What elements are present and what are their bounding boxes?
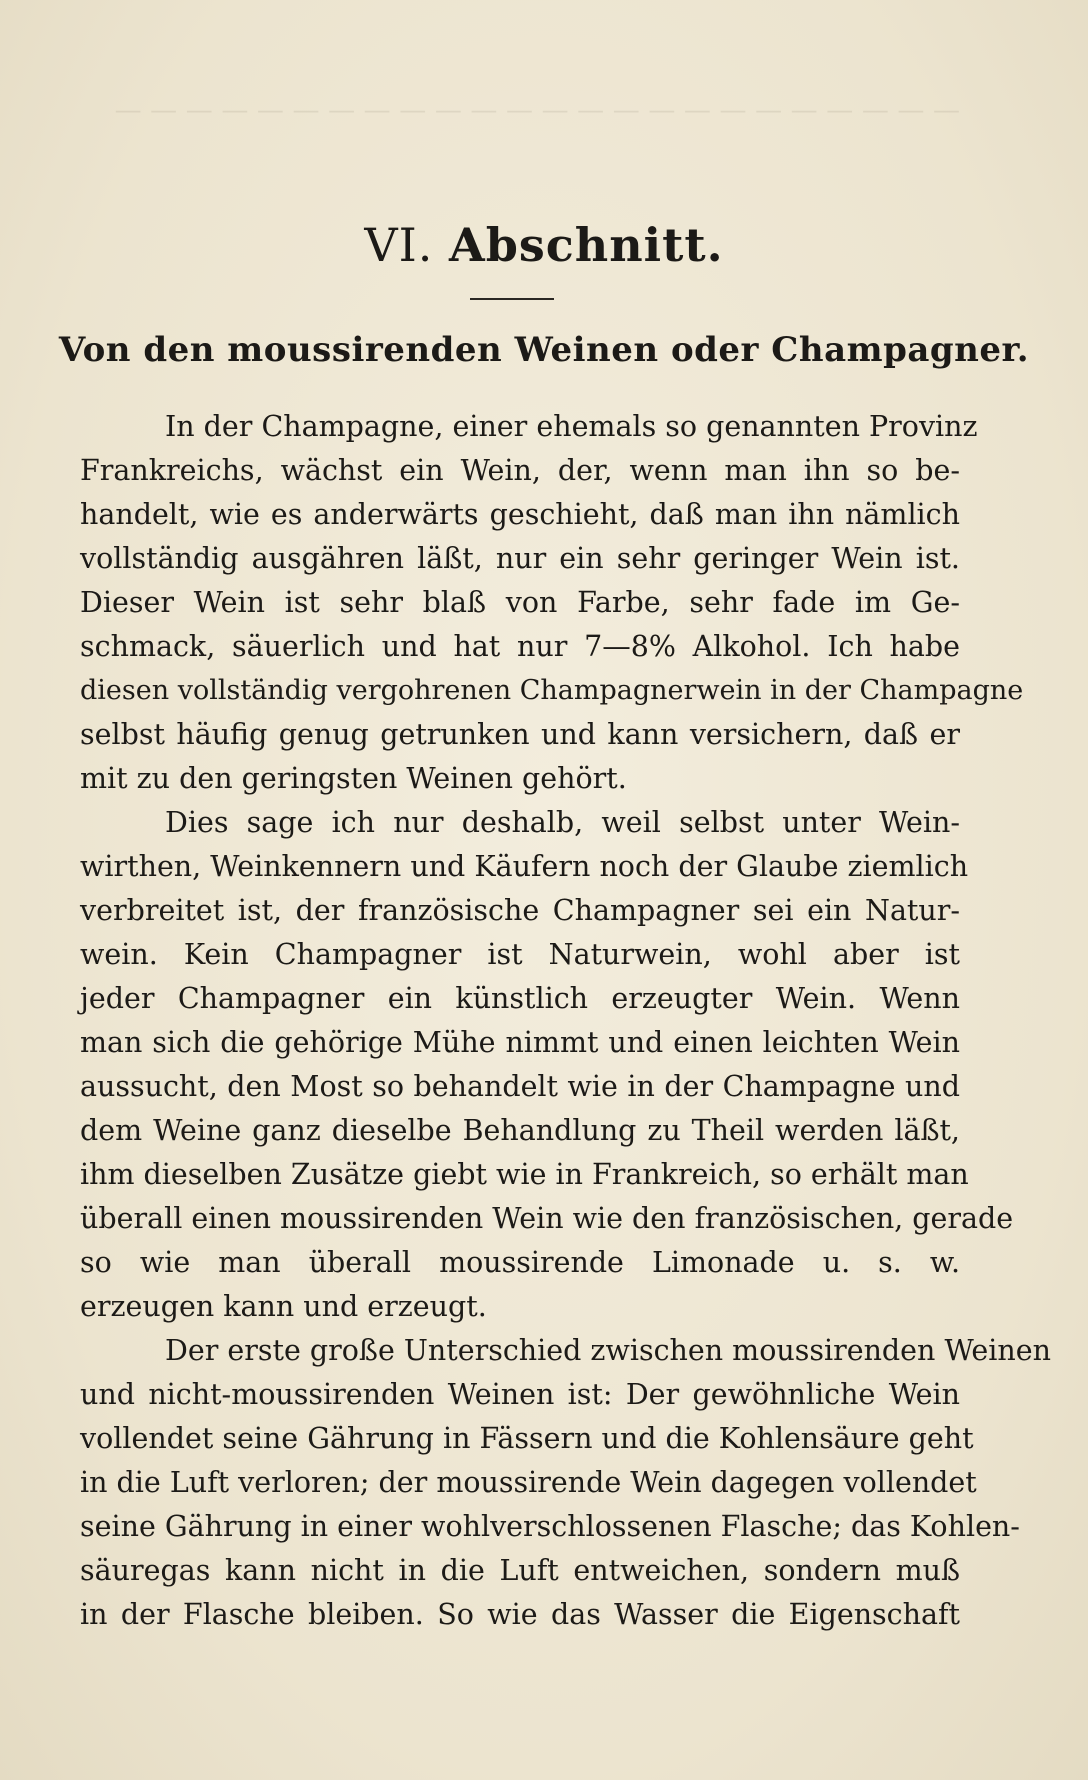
- chapter-numeral: VI.: [364, 218, 434, 272]
- text-line: Dies sage ich nur deshalb, weil selbst unter Wein-: [165, 806, 960, 839]
- text-line: wein. Kein Champagner ist Naturwein, wohl aber ist: [80, 938, 960, 971]
- text-line: aussucht, den Most so behandelt wie in der Champagne und: [80, 1070, 960, 1103]
- text-line: man sich die gehörige Mühe nimmt und einen leichten Wein: [80, 1026, 960, 1059]
- text-line: Frankreichs, wächst ein Wein, der, wenn man ihn so be-: [80, 454, 960, 487]
- text-line: säuregas kann nicht in die Luft entweichen, sondern muß: [80, 1554, 960, 1587]
- text-line: in der Flasche bleiben. So wie das Wasser die Eigenschaft: [80, 1598, 960, 1631]
- text-line: wirthen, Weinkennern und Käufern noch der Glaube ziemlich: [80, 850, 969, 883]
- show-through-decoration: — — — — — — — — — — — — — — — — — — — — — — — —: [114, 95, 960, 126]
- body-text: [80, 405, 1051, 1637]
- section-title: Von den moussirenden Weinen oder Champagner.: [58, 330, 1030, 370]
- text-line: erzeugen kann und erzeugt.: [80, 1290, 487, 1323]
- chapter-heading: [0, 218, 1088, 272]
- text-line: Der erste große Unterschied zwischen moussirenden Weinen: [165, 1334, 1051, 1367]
- text-line: Dieser Wein ist sehr blaß von Farbe, sehr fade im Ge-: [80, 586, 960, 619]
- text-line: jeder Champagner ein künstlich erzeugter Wein. Wenn: [80, 982, 960, 1015]
- text-line: und nicht-moussirenden Weinen ist: Der gewöhnliche Wein: [80, 1378, 960, 1411]
- text-line: vollendet seine Gährung in Fässern und die Kohlensäure geht: [80, 1422, 974, 1455]
- text-line: selbst häufig genug getrunken und kann versichern, daß er: [80, 718, 960, 751]
- chapter-word: Abschnitt.: [449, 218, 724, 272]
- text-line: handelt, wie es anderwärts geschieht, daß man ihn nämlich: [80, 498, 960, 531]
- text-line: vollständig ausgähren läßt, nur ein sehr geringer Wein ist.: [80, 542, 960, 575]
- heading-divider: [470, 298, 554, 300]
- text-line: diesen vollständig vergohrenen Champagnerwein in der Champagne: [80, 675, 1024, 706]
- text-line: schmack, säuerlich und hat nur 7—8% Alkohol. Ich habe: [80, 630, 960, 663]
- text-line: In der Champagne, einer ehemals so genannten Provinz: [165, 410, 978, 443]
- text-line: seine Gährung in einer wohlverschlossenen Flasche; das Kohlen-: [80, 1510, 1020, 1543]
- text-line: dem Weine ganz dieselbe Behandlung zu Theil werden läßt,: [80, 1114, 960, 1147]
- text-line: so wie man überall moussirende Limonade u. s. w.: [80, 1246, 960, 1279]
- text-line: in die Luft verloren; der moussirende Wein dagegen vollendet: [80, 1466, 977, 1499]
- text-line: überall einen moussirenden Wein wie den französischen, gerade: [80, 1202, 1014, 1235]
- text-line: mit zu den geringsten Weinen gehört.: [80, 762, 627, 795]
- text-line: ihm dieselben Zusätze giebt wie in Frankreich, so erhält man: [80, 1158, 969, 1191]
- text-line: verbreitet ist, der französische Champagner sei ein Natur-: [80, 894, 960, 927]
